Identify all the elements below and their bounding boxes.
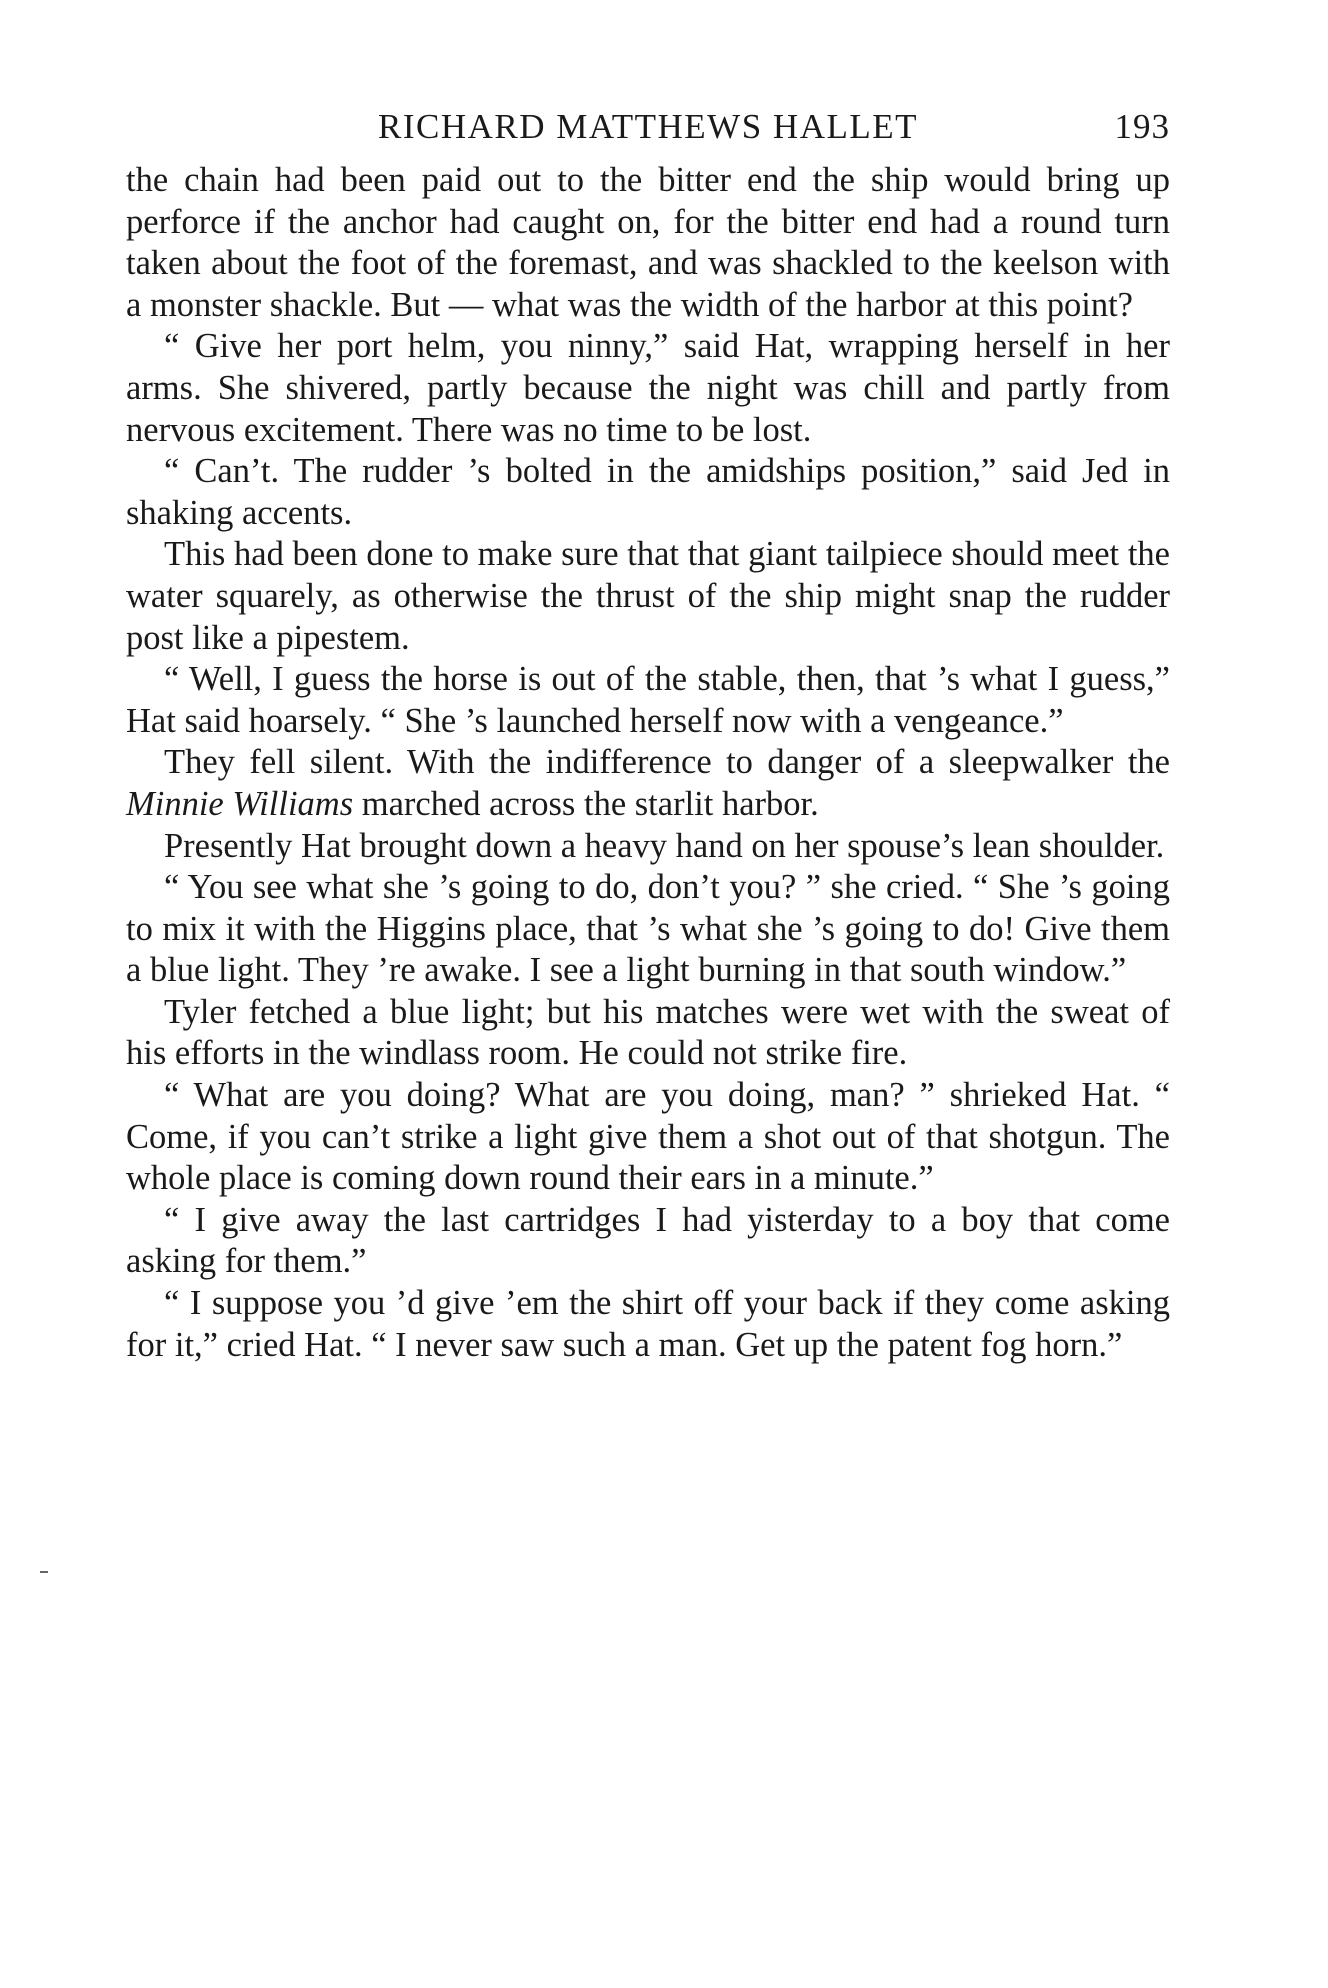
body-text	[126, 160, 1170, 1366]
book-page	[126, 96, 1170, 1366]
paragraph-4	[126, 534, 1170, 659]
paragraph-11-text: “ I give away the last cartridges I had yisterday to a boy that come asking for them.”	[126, 1200, 1170, 1281]
running-head	[126, 96, 1170, 158]
paragraph-12	[126, 1283, 1170, 1366]
paragraph-11	[126, 1200, 1170, 1283]
paragraph-8	[126, 867, 1170, 992]
paragraph-8-text: “ You see what she ’s going to do, don’t you? ” she cried. “ She ’s going to mix it with the Higgins place, that ’s what she ’s going to do! Give them a blue light. They ’re awake. I see a light burning in that south window.”	[126, 868, 1170, 990]
paragraph-4-text: This had been done to make sure that that giant tailpiece should meet the water squarely, as otherwise the thrust of the ship might snap the rudder post like a pipestem.	[126, 535, 1170, 657]
paragraph-10	[126, 1075, 1170, 1200]
margin-mark	[40, 1571, 48, 1573]
paragraph-6-text-after: marched across the starlit harbor.	[353, 784, 819, 823]
paragraph-9-text: Tyler fetched a blue light; but his matches were wet with the sweat of his efforts in the windlass room. He could not strike fire.	[126, 992, 1170, 1073]
paragraph-6-text-before: They fell silent. With the indifference to danger of a sleepwalker the	[164, 743, 1170, 782]
paragraph-10-text: “ What are you doing? What are you doing, man? ” shrieked Hat. “ Come, if you can’t strike a light give them a shot out of that shotgun. The whole place is coming down round their ears in a minute.”	[126, 1076, 1170, 1198]
page-number: 193	[1114, 107, 1170, 146]
paragraph-3-text: “ Can’t. The rudder ’s bolted in the amidships position,” said Jed in shaking accents.	[126, 452, 1170, 532]
paragraph-2	[126, 326, 1170, 451]
paragraph-5-text: “ Well, I guess the horse is out of the stable, then, that ’s what I guess,” Hat said hoarsely. “ She ’s launched herself now with a vengeance.”	[126, 660, 1170, 740]
paragraph-7	[126, 826, 1170, 868]
paragraph-9	[126, 992, 1170, 1075]
paragraph-2-text: “ Give her port helm, you ninny,” said Hat, wrapping herself in her arms. She shivered, partly because the night was chill and partly from nervous excitement. There was no time to be lost.	[126, 327, 1170, 449]
paragraph-1-text: the chain had been paid out to the bitter end the ship would bring up perforce if the anchor had caught on, for the bitter end had a round turn taken about the foot of the foremast, and was shackled to the keelson with a monster shackle. But — what was the width of the harbor at this point?	[126, 161, 1170, 324]
paragraph-7-text: Presently Hat brought down a heavy hand on her spouse’s lean shoulder.	[164, 826, 1165, 865]
paragraph-5	[126, 659, 1170, 742]
paragraph-3	[126, 451, 1170, 534]
paragraph-12-text: “ I suppose you ’d give ’em the shirt off your back if they come asking for it,” cried Hat. “ I never saw such a man. Get up the patent fog horn.”	[126, 1284, 1170, 1364]
ship-name: Minnie Williams	[126, 784, 354, 823]
running-title: RICHARD MATTHEWS HALLET	[377, 107, 919, 146]
paragraph-1	[126, 160, 1170, 326]
paragraph-6	[126, 742, 1170, 825]
